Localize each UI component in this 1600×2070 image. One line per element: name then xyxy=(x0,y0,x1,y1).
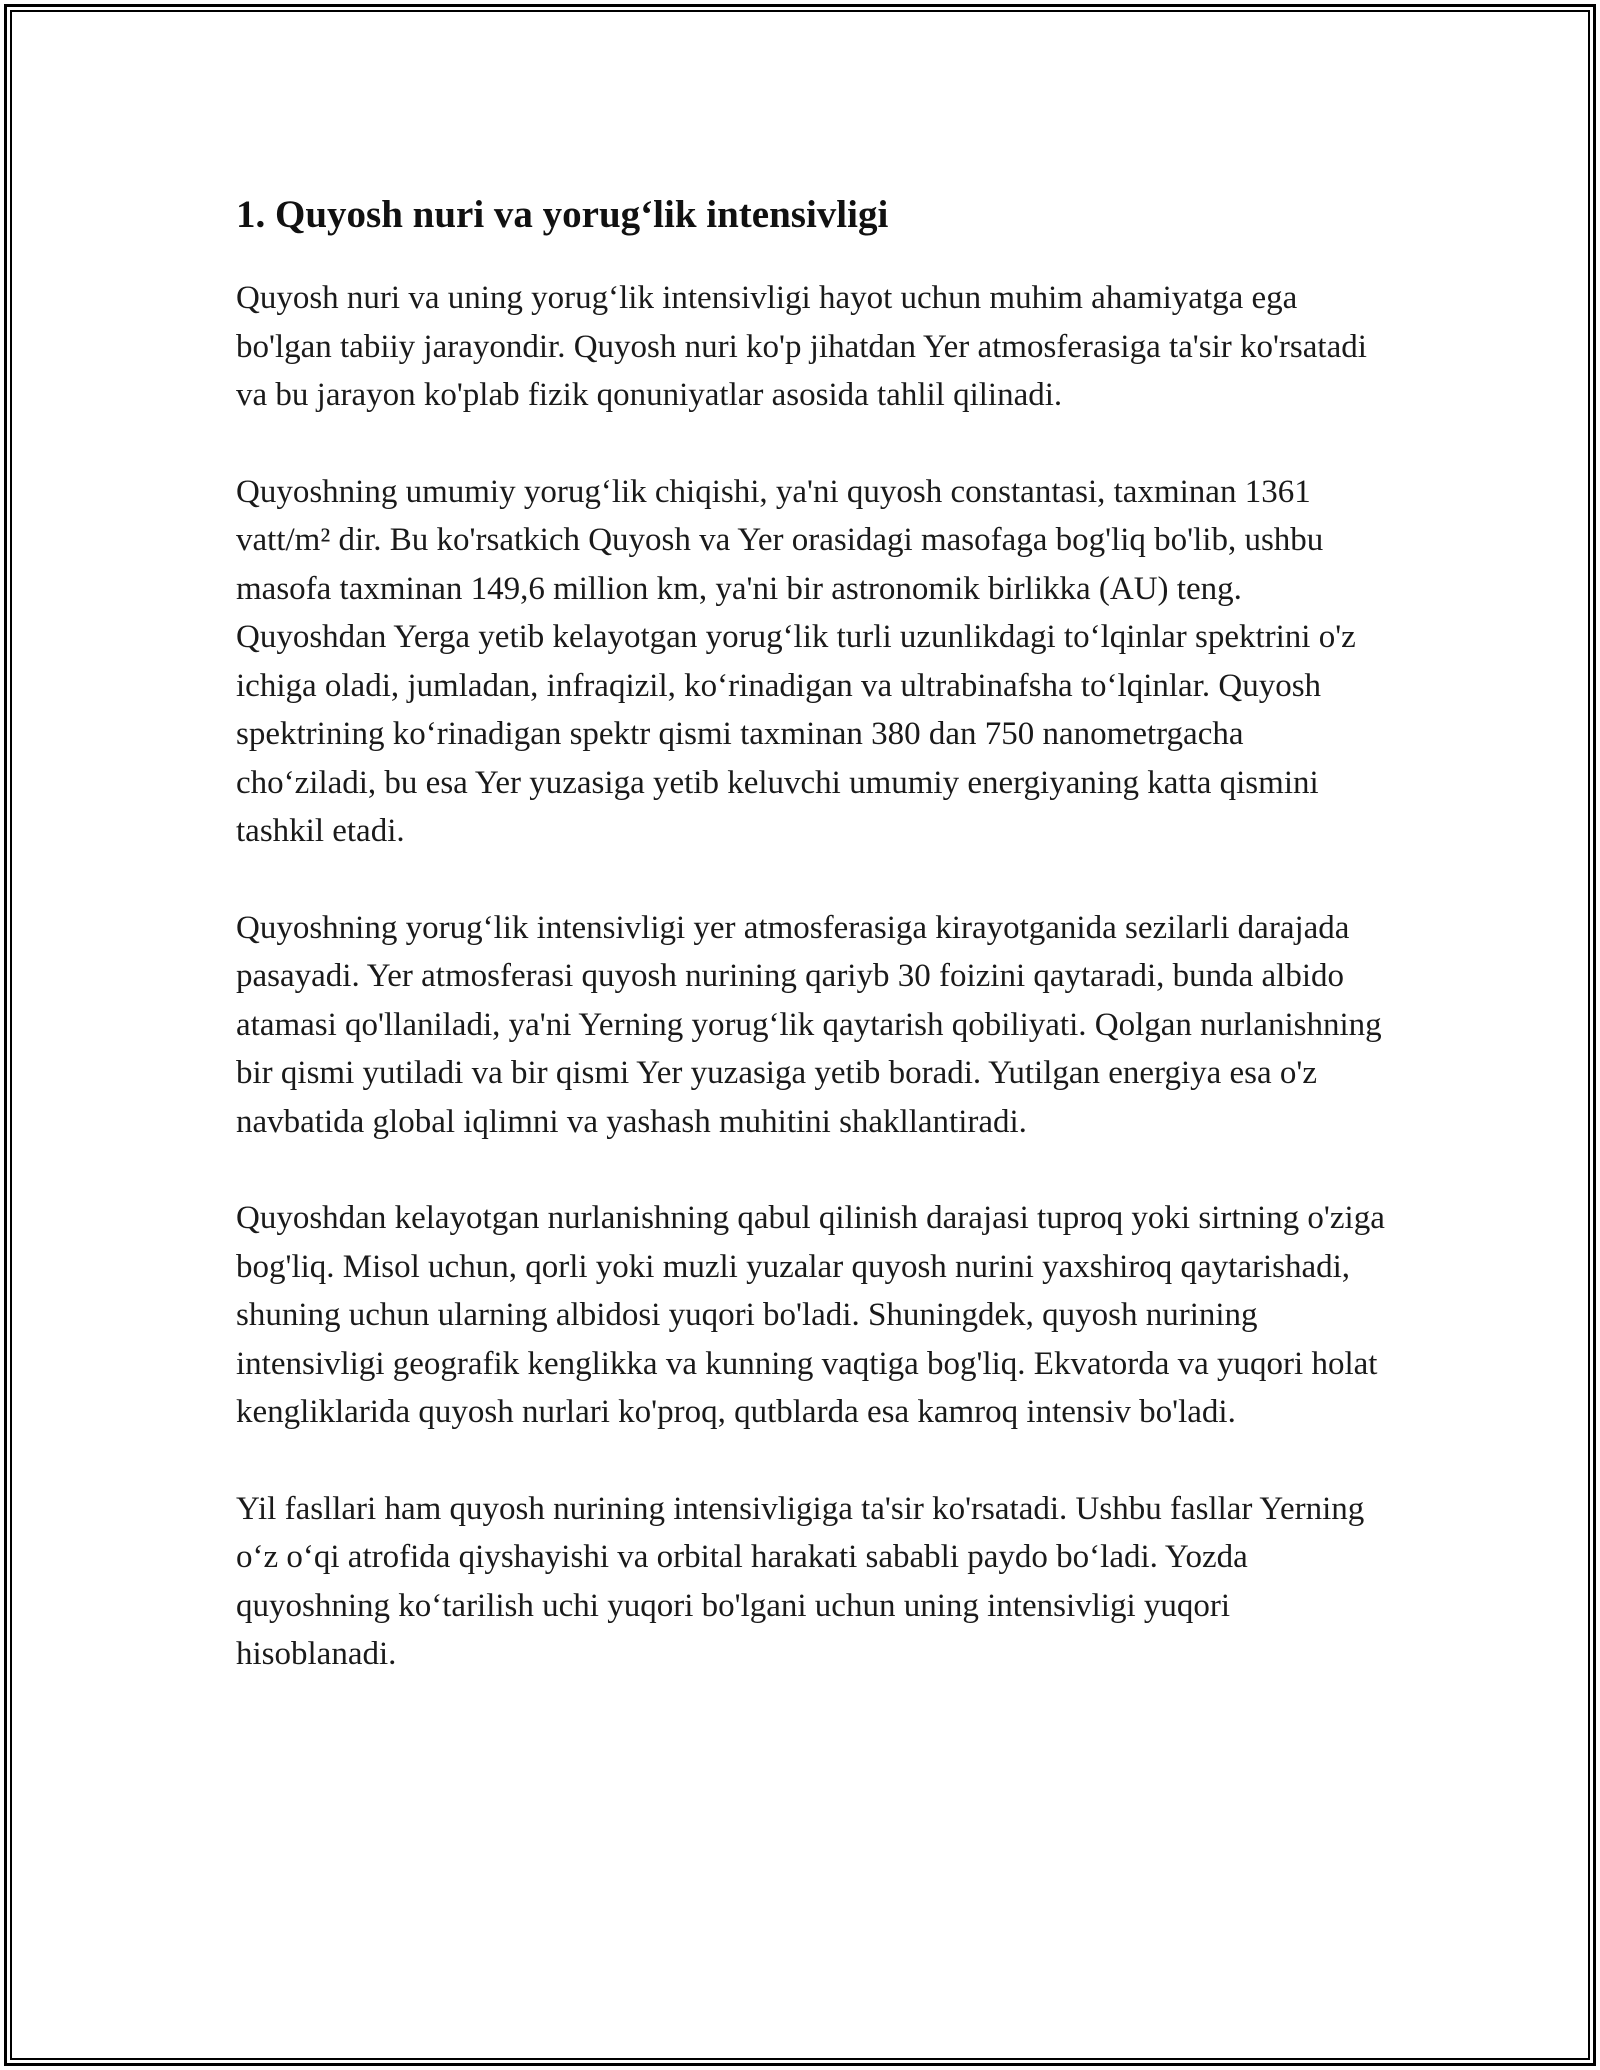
paragraph-surface-albedo: Quyoshdan kelayotgan nurlanishning qabul qilinish darajasi tuproq yoki sirtning o'ziga bog'liq. Misol uchun, qorli yoki muzli yuzalar quyosh nurini yaxshiroq qaytarishadi, shuning uchun ularning albidosi yuqori bo'ladi. Shuningdek, quyosh nurining intensivligi geografik kenglikka va kunning vaqtiga bog'liq. Ekvatorda va yuqori holat kengliklarida quyosh nurlari ko'proq, qutblarda esa kamroq intensiv bo'ladi. xyxy=(236,1200,1385,1430)
paragraph-seasons: Yil fasllari ham quyosh nurining intensivligiga ta'sir ko'rsatadi. Ushbu fasllar Yerning o‘z o‘qi atrofida qiyshayishi va orbital harakati sababli paydo bo‘ladi. Yozda quyoshning ko‘tarilish uchi yuqori bo'lgani uchun uning intensivligi yuqori hisoblanadi. xyxy=(236,1490,1365,1672)
paragraph-solar-constant: Quyoshning umumiy yorug‘lik chiqishi, ya'ni quyosh constantasi, taxminan 1361 vatt/m² dir. Bu ko'rsatkich Quyosh va Yer orasidagi masofaga bog'liq bo'lib, ushbu masofa taxminan 149,6 million km, ya'ni bir astronomik birlikka (AU) teng. Quyoshdan Yerga yetib kelayotgan yorug‘lik turli uzunlikdagi to‘lqinlar spektrini o'z ichiga oladi, jumladan, infraqizil, ko‘rinadigan va ultrabinafsha to‘lqinlar. Quyosh spektrining ko‘rinadigan spektr qismi taxminan 380 dan 750 nanometrgacha cho‘ziladi, bu esa Yer yuzasiga yetib keluvchi umumiy energiyaning katta qismini tashkil etadi. xyxy=(236,473,1356,849)
paragraph-intro: Quyosh nuri va uning yorug‘lik intensivligi hayot uchun muhim ahamiyatga ega bo'lgan tabiiy jarayondir. Quyosh nuri ko'p jihatdan Yer atmosferasiga ta'sir ko'rsatadi va bu jarayon ko'plab fizik qonuniyatlar asosida tahlil qilinadi. xyxy=(236,280,1367,413)
section-heading: 1. Quyosh nuri va yorug‘lik intensivligi xyxy=(236,193,889,236)
paragraph-atmosphere: Quyoshning yorug‘lik intensivligi yer atmosferasiga kirayotganida sezilarli darajada pasayadi. Yer atmosferasi quyosh nurining qariyb 30 foizini qaytaradi, bunda albido atamasi qo'llaniladi, ya'ni Yerning yorug‘lik qaytarish qobiliyati. Qolgan nurlanishning bir qismi yutiladi va bir qismi Yer yuzasiga yetib boradi. Yutilgan energiya esa o'z navbatida global iqlimni va yashash muhitini shakllantiradi. xyxy=(236,909,1382,1140)
document-body xyxy=(236,188,1386,1727)
